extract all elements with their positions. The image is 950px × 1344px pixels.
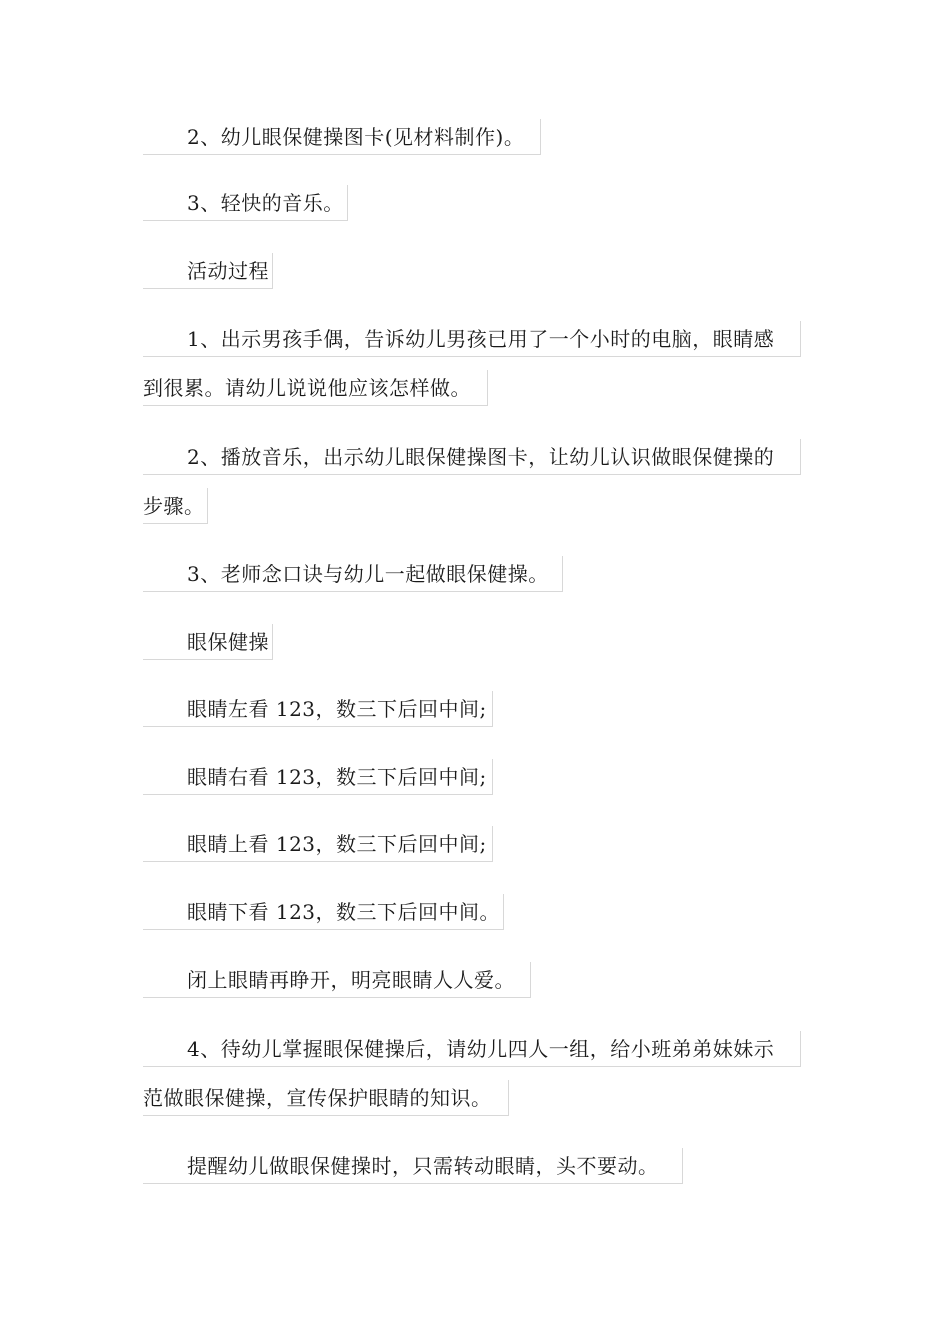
text-line [143,1031,801,1067]
text-line [143,488,208,524]
line-text: 3、轻快的音乐。 [187,191,344,215]
text-line [143,556,563,592]
text-line [143,370,488,406]
line-text: 3、老师念口诀与幼儿一起做眼保健操。 [187,562,549,586]
line-text: 闭上眼睛再睁开，明亮眼睛人人爱。 [187,968,515,992]
line-text: 1、出示男孩手偶，告诉幼儿男孩已用了一个小时的电脑，眼睛感 [187,327,775,351]
line-text: 范做眼保健操，宣传保护眼睛的知识。 [143,1086,492,1110]
line-text: 眼睛左看 123，数三下后回中间; [187,697,487,721]
text-line [143,185,348,221]
line-text: 4、待幼儿掌握眼保健操后，请幼儿四人一组，给小班弟弟妹妹示 [187,1037,775,1061]
line-text: 眼睛下看 123，数三下后回中间。 [187,900,501,924]
line-text: 活动过程 [187,259,269,283]
section-heading [143,624,273,660]
line-text: 眼睛右看 123，数三下后回中间; [187,765,487,789]
line-text: 2、播放音乐，出示幼儿眼保健操图卡，让幼儿认识做眼保健操的 [187,445,775,469]
text-line [143,1148,683,1184]
text-line [143,1080,509,1116]
line-text: 到很累。请幼儿说说他应该怎样做。 [143,376,471,400]
text-line [143,439,801,475]
line-text: 步骤。 [143,494,205,518]
text-line [143,321,801,357]
line-text: 眼保健操 [187,630,269,654]
text-line [143,759,493,795]
text-line [143,894,504,930]
line-text: 眼睛上看 123，数三下后回中间; [187,832,487,856]
text-line [143,962,531,998]
text-line [143,691,493,727]
section-heading [143,253,273,289]
line-text: 提醒幼儿做眼保健操时，只需转动眼睛，头不要动。 [187,1154,659,1178]
text-line [143,826,493,862]
text-line [143,119,541,155]
line-text: 2、幼儿眼保健操图卡(见材料制作)。 [187,125,525,149]
